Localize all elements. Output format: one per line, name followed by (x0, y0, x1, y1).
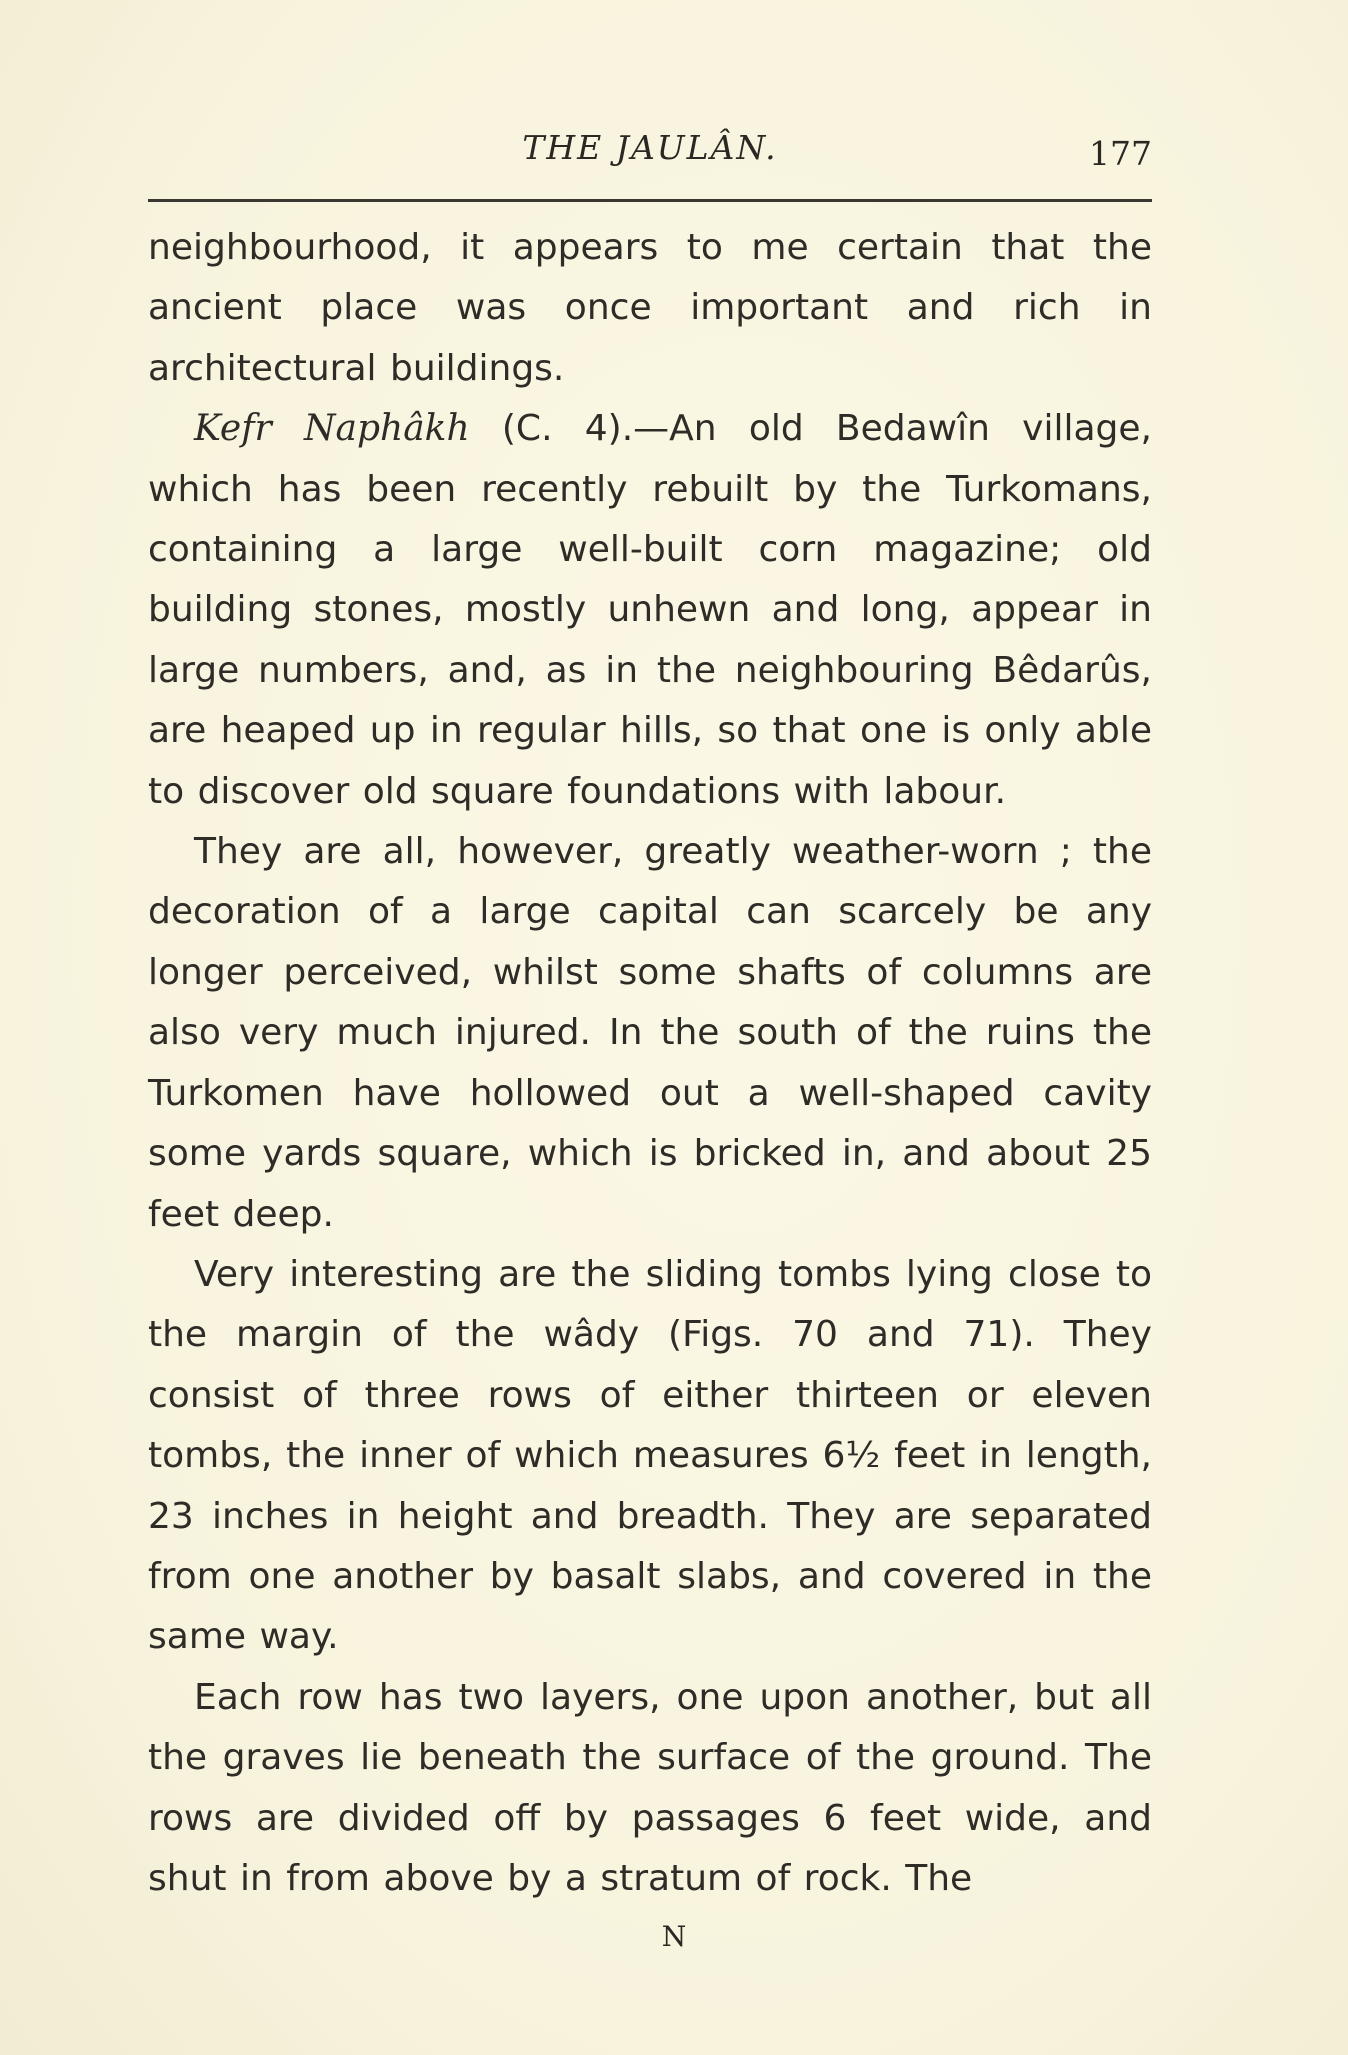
signature-mark: N (661, 1920, 687, 1953)
paragraph-5 (148, 1668, 1152, 1910)
body-text (148, 218, 1152, 1909)
page-number: 177 (1089, 134, 1152, 173)
paragraph-4 (148, 1245, 1152, 1668)
paragraph-1 (148, 218, 1152, 399)
paragraph-1-text: neighbourhood, it appears to me certain that the ancient place was once important and rich in architectural buildings. (148, 227, 1152, 389)
paragraph-4-text: Very interesting are the sliding tombs lying close to the margin of the wâdy (Figs. 70 and 71). They consist of three rows of either thirteen or eleven tombs, the inner of which measures 6½ feet in length, 23 inches in height and breadth. They are separated from one another by basalt slabs, and covered in the same way. (148, 1253, 1152, 1658)
paragraph-3-text: They are all, however, greatly weather-worn ; the decoration of a large capital can scarcely be any longer perceived, whilst some shafts of columns are also very much injured. In the south of the ruins the Turkomen have hollowed out a well-shaped cavity some yards square, which is bricked in, and about 25 feet deep. (148, 831, 1152, 1235)
paragraph-5-text: Each row has two layers, one upon another, but all the graves lie beneath the surface of the ground. The rows are divided off by passages 6 feet wide, and shut in from above by a stratum of rock. The (148, 1676, 1152, 1899)
header-rule (148, 199, 1152, 202)
page-header (148, 118, 1152, 178)
paragraph-2-text: (C. 4).—An old Bedawîn village, which has been recently rebuilt by the Turkomans, containing a large well-built corn magazine; old building stones, mostly unhewn and long, appear in large numbers, and, as in the neighbouring Bêdarûs, are heaped up in regular hills, so that one is only able to discover old square foundations with labour. (148, 408, 1152, 812)
paragraph-3 (148, 822, 1152, 1245)
running-title: THE JAULÂN. (522, 128, 778, 167)
paragraph-2 (148, 399, 1152, 822)
place-name-kefr-naphakh: Kefr Naphâkh (194, 408, 470, 450)
